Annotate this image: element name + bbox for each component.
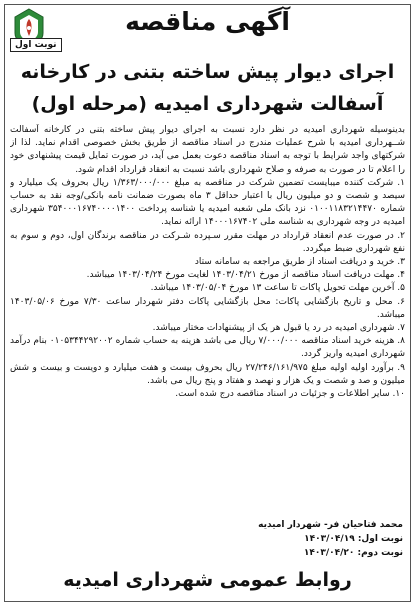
- notice-item-10: ۱۰. سایر اطلاعات و جزئیات در اسناد مناقصه درج شده است.: [175, 389, 405, 400]
- first-notice-date: نوبت اول: ۱۴۰۳/۰۴/۱۹: [304, 534, 403, 544]
- notice-item-5: ۵. آخرین مهلت تحویل پاکات تا ساعت ۱۳ مورخ ۱۴۰۳/۰۵/۰۴ میباشد.: [150, 283, 405, 294]
- notice-body: [10, 124, 405, 532]
- notice-item-1: ۱. شرکت کننده میبایست تضمین شرکت در مناقصه به مبلغ ۱/۳۶۳/۰۰۰/۰۰۰ ریال بحروف یک میلیارد و سیصد و شصت و دو میلیون ریال با اعتبار حداقل ۳ ماه بصورت ضمانت نامه بانکی/وجه نقد به حساب شماره ۰۱۰۰۱۱۸۳۲۱۴۴۷۰ نزد بانک ملی شعبه امیدیه یا شناسه پرداخت ۳۵۴۰۰۰۱۶۷۴۰۰۰۰۱۴۰۰ شهرداری امیدیه در وجه شهرداری به شناسه ملی ۱۴۰۰۰۱۶۷۴۰۲ ارائه نماید.: [10, 177, 405, 228]
- notice-item-9: ۹. برآورد اولیه اولیه مبلغ ۲۷/۲۴۶/۱۶۱/۹۷۵ ریال بحروف بیست و هفت میلیارد و دویست و بیست و شش میلیون و صد و شصت و یک هزار و نهصد و هفتاد و پنج ریال می باشد.: [10, 362, 405, 386]
- notice-item-8: ۸. هزینه خرید اسناد مناقصه ۷/۰۰۰/۰۰۰ ریال می باشد هزینه به حساب شماره ۰۱۰۵۳۴۴۲۹۲۰۰۲ بنام درآمد شهرداری امیدیه واریز گردد.: [10, 336, 405, 360]
- notice-subtitle-line1: اجرای دیوار پیش ساخته بتنی در کارخانه: [20, 61, 395, 83]
- intro-paragraph: بدینوسیله شهرداری امیدیه در نظر دارد نسبت به اجرای دیوار پیش ساخته بتنی در کارخانه آسفالت شــهرداری امیدیه با شرح عملیات مندرج در اسناد مناقصه از طریق بخش خصوصی اقدام نماید. لذا از شرکتهای واجد شرایط با توجه به اسناد مناقصه دعوت بعمل می آید، در صورت تمایل قیمت پیشنهادی خود را اعلام تا در صورت به صرفه و صلاح شهرداری باشد نسبت به انعقاد قرارداد اقدام شود.: [10, 125, 405, 175]
- notice-subtitle-line2: آسفالت شهرداری امیدیه (مرحله اول): [31, 93, 384, 115]
- notice-item-4: ۴. مهلت دریافت اسناد مناقصه از مورخ ۱۴۰۳/۰۴/۲۱ لغایت مورخ ۱۴۰۳/۰۴/۲۴ میباشد.: [86, 270, 405, 281]
- notice-item-2: ۲. در صورت عدم انعقاد قرارداد در مهلت مقرر سـپرده شـرکت در مناقصه برندگان اول، دوم و سوم به نفع شهرداری ضبط میگردد.: [10, 230, 405, 254]
- public-relations-footer: روابط عمومی شهرداری امیدیه: [63, 569, 352, 591]
- notice-title: آگهی مناقصه: [125, 7, 290, 36]
- notice-item-6: ۶. محل و تاریخ بازگشایی پاکات: محل بازگشایی پاکات دفتر شهردار ساعت ۷/۳۰ مورخ ۱۴۰۳/۰۵/۰۶ میباشد.: [10, 296, 405, 320]
- signatory-name: محمد فتاحیان فر- شهردار امیدیه: [258, 520, 403, 530]
- notice-item-7: ۷. شهرداری امیدیه در رد یا قبول هر یک از پیشنهادات مختار میباشد.: [152, 323, 405, 334]
- first-notice-badge: نوبت اول: [10, 38, 62, 52]
- notice-item-3: ۳. خرید و دریافت اسناد از طریق مراجعه به سامانه ستاد: [194, 257, 405, 268]
- second-notice-date: نوبت دوم: ۱۴۰۳/۰۴/۲۰: [303, 548, 403, 558]
